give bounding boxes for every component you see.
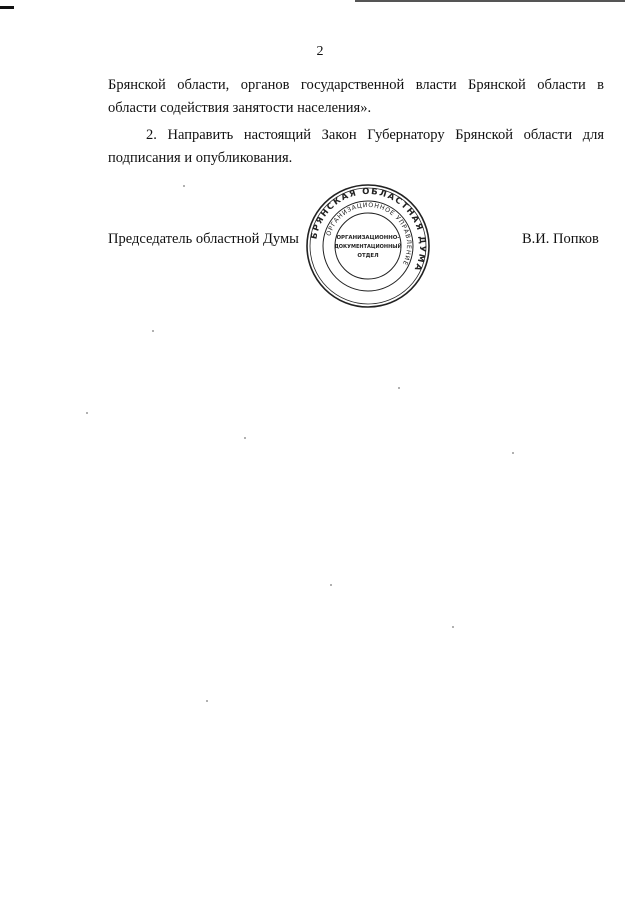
seal-inner-ring-text: ОРГАНИЗАЦИОННОЕ УПРАВЛЕНИЕ (325, 201, 413, 267)
seal-outer-text: БРЯНСКАЯ ОБЛАСТНАЯ ДУМА (309, 186, 428, 274)
scan-speck (398, 387, 400, 389)
official-seal (305, 183, 431, 309)
paragraph-1 (108, 74, 604, 120)
scan-edge-mark (0, 6, 14, 9)
paragraph-2-line-1: 2. Направить настоящий Закон Губернатору Брянской области для (146, 127, 604, 143)
seal-center-line-3: ОТДЕЛ (357, 253, 379, 259)
signatory-name: В.И. Попков (522, 231, 599, 247)
scan-top-line (355, 0, 625, 2)
paragraph-2-line-2: подписания и опубликования. (108, 150, 293, 166)
scan-speck (512, 452, 514, 454)
paragraph-2 (108, 124, 604, 170)
signatory-title: Председатель областной Думы (108, 231, 299, 247)
scan-speck (152, 330, 154, 332)
seal-center-line-2: ДОКУМЕНТАЦИОННЫЙ (334, 244, 402, 250)
scan-speck (330, 584, 332, 586)
paragraph-1-line-1: Брянской области, органов государственной власти Брянской области в (108, 77, 604, 93)
scan-speck (206, 700, 208, 702)
scan-speck (183, 185, 185, 187)
scan-speck (452, 626, 454, 628)
page-number: 2 (316, 44, 324, 59)
scan-speck (86, 412, 88, 414)
seal-center-line-1: ОРГАНИЗАЦИОННО- (336, 235, 400, 241)
scan-speck (244, 437, 246, 439)
paragraph-1-line-2: области содействия занятости населения». (108, 100, 372, 116)
